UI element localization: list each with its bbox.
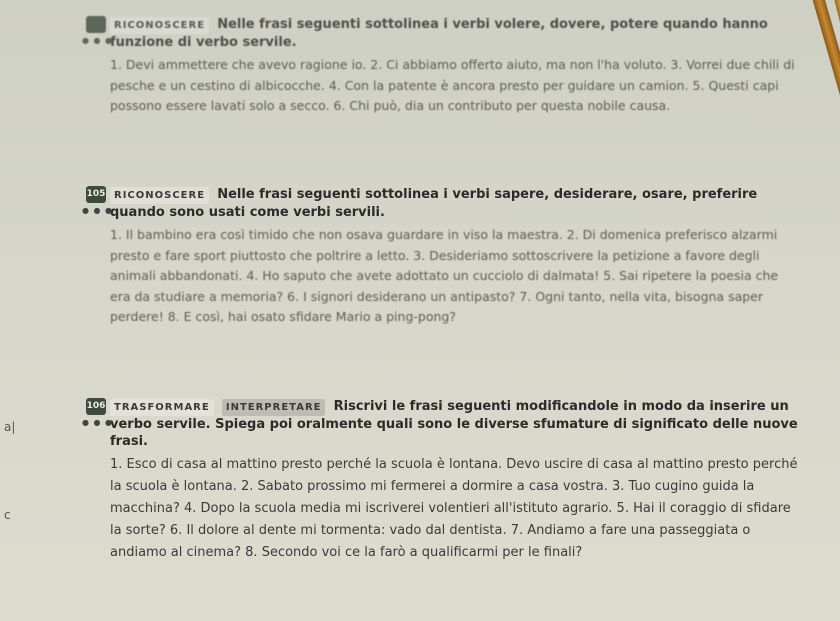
margin-note-c: c [4,508,11,522]
pencil-edge [810,0,840,261]
exercise-105 [82,186,800,328]
exercise-tag-secondary: INTERPRETARE [222,399,326,416]
exercise-header [110,16,800,51]
exercise-tag: TRASFORMARE [110,399,214,416]
exercise-instruction: Riscrivi le frasi seguenti modificandole in modo da inserire un verbo servile. Spiega poi oralmente quali sono le diverse sfumature di significato delle nuove frasi. [110,399,798,449]
exercise-top [82,16,800,117]
exercise-instruction: Nelle frasi seguenti sottolinea i verbi sapere, desiderare, osare, preferire quando sono usati come verbi servili. [110,187,758,220]
exercise-number-badge: 105 [86,186,106,203]
exercise-header [110,186,800,221]
exercise-header [110,398,800,450]
difficulty-dots: ● ● ● [82,206,114,215]
exercise-sentences: 1. Esco di casa al mattino presto perché la scuola è lontana. Devo uscire di casa al mattino presto perché la scuola è lontana. 2. Sabato prossimo mi fermerei a dormire a casa vostra. 3. Tuo cugino guida la macchina? 4. Dopo la scuola media mi iscriverei volentieri all'istituto agrario. 5. Hai il coraggio di sfidare la sorte? 6. Il dolore al dente mi tormenta: vado dal dentista. 7. Andiamo a fare una passeggiata o andiamo al cinema? 8. Secondo voi ce la farò a qualificarmi per le finali? [110,457,798,560]
exercise-106 [82,398,800,564]
exercise-tag: RICONOSCERE [110,17,209,34]
exercise-sentences: 1. Il bambino era così timido che non osava guardare in viso la maestra. 2. Di domenica preferisco alzarmi presto e fare sport piuttosto che poltrire a letto. 3. Desideriamo sottoscrivere la petizione a favore degli animali abbandonati. 4. Ho saputo che avete adottato un cucciolo di dalmata! 5. Sai ripetere la poesia che era da studiare a memoria? 6. I signori desiderano un antipasto? 7. Ogni tanto, nella vita, bisogna saper perdere! 8. E così, hai osato sfidare Mario a ping-pong? [110,227,779,324]
margin-note-a: a| [4,420,16,434]
exercise-number-badge [86,16,106,33]
difficulty-dots: ● ● ● [82,418,114,427]
exercise-instruction: Nelle frasi seguenti sottolinea i verbi volere, dovere, potere quando hanno funzione di verbo servile. [110,17,768,50]
difficulty-dots: ● ● ● [82,36,114,45]
exercise-number-badge: 106 [86,398,106,415]
exercise-tag: RICONOSCERE [110,187,209,204]
exercise-sentences: 1. Devi ammettere che avevo ragione io. 2. Ci abbiamo offerto aiuto, ma non l'ha voluto. 3. Vorrei due chili di pesche e un cestino di albicocche. 4. Con la patente è ancora presto per guidare un camion. 5. Questi capi possono essere lavati solo a secco. 6. Chi può, dia un contributo per questa nobile causa. [110,57,795,113]
